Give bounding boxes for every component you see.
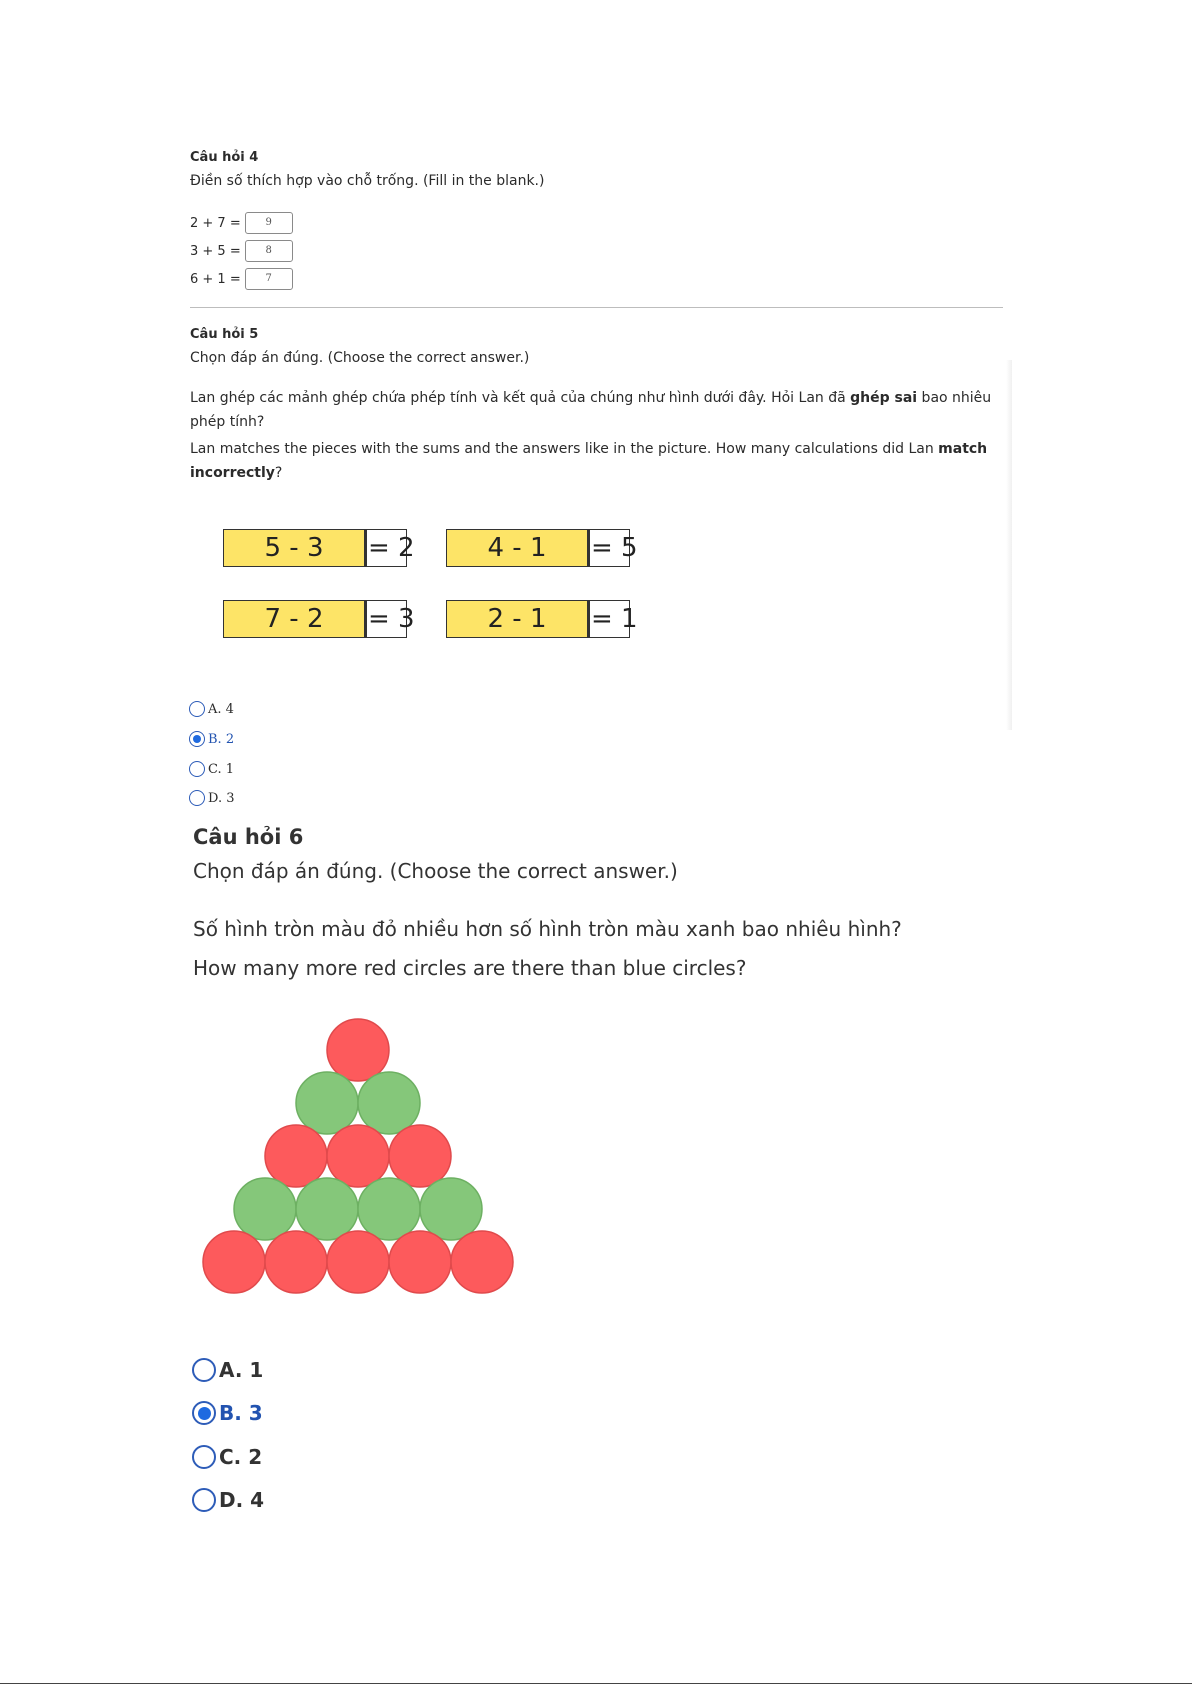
q5-text-vi-part: Lan ghép các mảnh ghép chứa phép tính và kết quả của chúng như hình dưới đây. Hỏi Lan đã xyxy=(190,390,851,406)
q5-text-en-part: ? xyxy=(274,465,283,481)
radio-button-icon[interactable] xyxy=(192,1488,216,1512)
answer-blank-field[interactable]: 9 xyxy=(245,212,293,234)
q5-option-d[interactable] xyxy=(189,790,235,806)
red-circle xyxy=(327,1231,389,1293)
circle-pyramid xyxy=(200,1010,530,1310)
q5-instruction: Chọn đáp án đúng. (Choose the correct answer.) xyxy=(190,350,530,366)
option-label: D. 3 xyxy=(208,790,235,806)
radio-button-icon[interactable] xyxy=(189,790,205,806)
puzzle-piece xyxy=(446,600,638,638)
puzzle-piece xyxy=(446,529,638,567)
green-circle xyxy=(420,1178,482,1240)
radio-button-icon[interactable] xyxy=(192,1445,216,1469)
option-label: A. 4 xyxy=(208,701,234,717)
q4-instruction: Điền số thích hợp vào chỗ trống. (Fill in the blank.) xyxy=(190,173,545,189)
option-label: B. 2 xyxy=(208,731,235,747)
q4-equation-1 xyxy=(190,212,293,234)
q6-instruction: Chọn đáp án đúng. (Choose the correct answer.) xyxy=(193,859,678,883)
equation-expression: 2 + 7 = xyxy=(190,215,241,231)
red-circle xyxy=(389,1125,451,1187)
option-label: C. 1 xyxy=(208,761,235,777)
option-label: D. 4 xyxy=(219,1488,265,1512)
q6-option-b[interactable] xyxy=(192,1401,263,1425)
red-circle xyxy=(327,1125,389,1187)
red-circle xyxy=(203,1231,265,1293)
q6-question-vi: Số hình tròn màu đỏ nhiều hơn số hình tròn màu xanh bao nhiêu hình? xyxy=(193,917,902,941)
radio-button-icon[interactable] xyxy=(192,1358,216,1382)
option-label: B. 3 xyxy=(219,1401,263,1425)
answer-blank-field[interactable]: 7 xyxy=(245,268,293,290)
red-circle xyxy=(265,1231,327,1293)
section-divider xyxy=(190,307,1003,308)
piece-result: = 5 xyxy=(588,529,630,567)
q5-text-en-bold: incorrectly xyxy=(190,465,275,481)
q5-text-en-part: Lan matches the pieces with the sums and the answers like in the picture. How many calculations did Lan xyxy=(190,441,939,457)
q6-title: Câu hỏi 6 xyxy=(193,825,304,849)
q5-option-a[interactable] xyxy=(189,701,234,717)
q6-option-a[interactable] xyxy=(192,1358,263,1382)
q4-equation-2 xyxy=(190,240,293,262)
q5-option-b[interactable] xyxy=(189,731,234,747)
q5-title: Câu hỏi 5 xyxy=(190,327,259,342)
answer-blank-field[interactable]: 8 xyxy=(245,240,293,262)
red-circle xyxy=(389,1231,451,1293)
q5-text-en-bold: match xyxy=(938,441,988,457)
q6-option-d[interactable] xyxy=(192,1488,264,1512)
q5-question-en xyxy=(190,437,1010,485)
green-circle xyxy=(234,1178,296,1240)
q4-title: Câu hỏi 4 xyxy=(190,150,259,165)
puzzle-piece xyxy=(223,529,415,567)
q5-text-vi-bold: ghép sai xyxy=(850,390,918,406)
q5-question-vi xyxy=(190,386,1010,434)
puzzle-piece xyxy=(223,600,415,638)
page-bottom-border xyxy=(0,1683,1192,1684)
q5-text-vi-part: phép tính? xyxy=(190,414,265,430)
piece-expression: 2 - 1 xyxy=(446,600,588,638)
radio-button-icon[interactable] xyxy=(189,761,205,777)
q4-equation-3 xyxy=(190,268,293,290)
red-circle xyxy=(327,1019,389,1081)
radio-button-icon[interactable] xyxy=(189,701,205,717)
green-circle xyxy=(358,1178,420,1240)
green-circle xyxy=(296,1178,358,1240)
q5-option-c[interactable] xyxy=(189,761,234,777)
red-circle xyxy=(451,1231,513,1293)
green-circle xyxy=(296,1072,358,1134)
piece-expression: 5 - 3 xyxy=(223,529,365,567)
piece-expression: 4 - 1 xyxy=(446,529,588,567)
piece-result: = 3 xyxy=(365,600,407,638)
q6-question-en: How many more red circles are there than blue circles? xyxy=(193,956,747,980)
radio-button-selected-icon[interactable] xyxy=(189,731,205,747)
green-circle xyxy=(358,1072,420,1134)
piece-result: = 1 xyxy=(588,600,630,638)
equation-expression: 6 + 1 = xyxy=(190,271,241,287)
q5-text-vi-part: bao nhiêu xyxy=(917,390,992,406)
option-label: C. 2 xyxy=(219,1445,263,1469)
piece-expression: 7 - 2 xyxy=(223,600,365,638)
scan-edge-shadow xyxy=(1006,360,1012,730)
piece-result: = 2 xyxy=(365,529,407,567)
equation-expression: 3 + 5 = xyxy=(190,243,241,259)
option-label: A. 1 xyxy=(219,1358,264,1382)
q6-option-c[interactable] xyxy=(192,1445,262,1469)
radio-button-selected-icon[interactable] xyxy=(192,1401,216,1425)
red-circle xyxy=(265,1125,327,1187)
